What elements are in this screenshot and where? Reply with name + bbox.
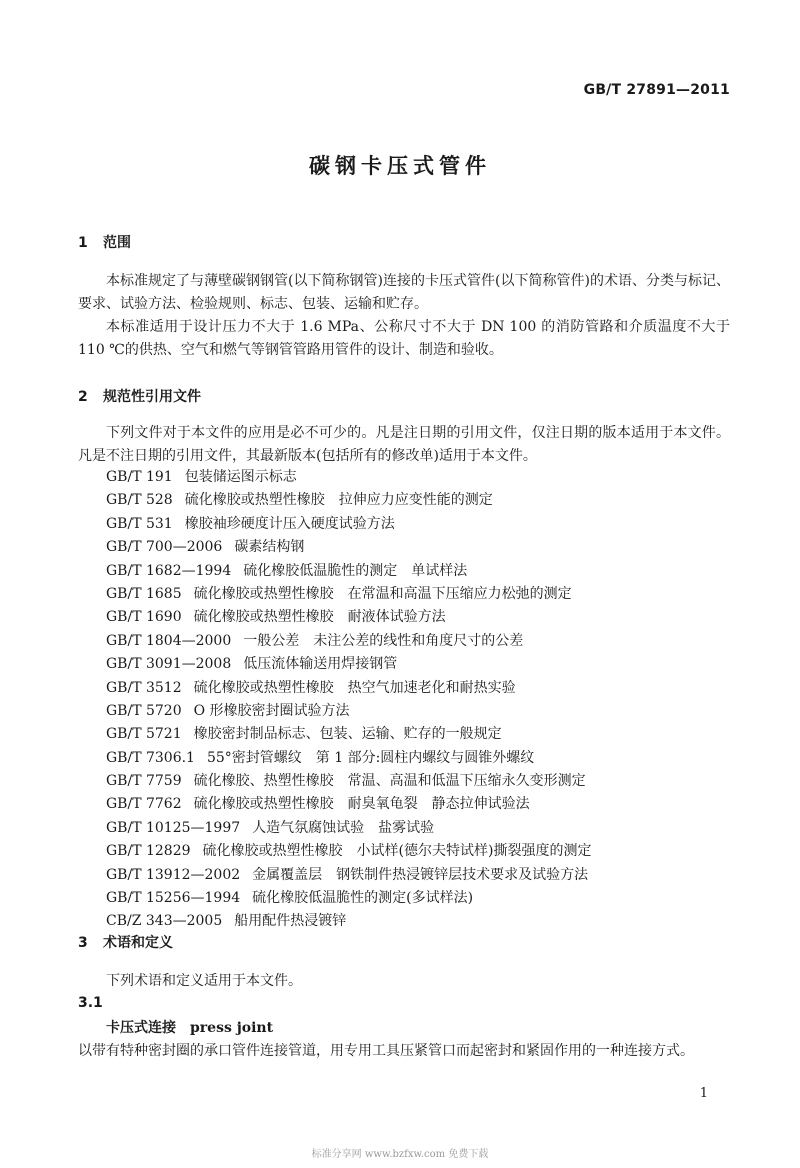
reference-code: GB/T 3512 — [106, 679, 182, 696]
reference-item — [106, 466, 591, 489]
term-number: 3.1 — [78, 995, 103, 1011]
reference-title: 硫化橡胶或热塑性橡胶 在常温和高温下压缩应力松弛的测定 — [193, 585, 572, 602]
reference-item — [106, 793, 591, 816]
reference-title: 硫化橡胶低温脆性的测定(多试样法) — [252, 890, 474, 907]
section-2-heading — [78, 386, 201, 406]
reference-item — [106, 489, 591, 512]
reference-item — [106, 630, 591, 653]
reference-code: GB/T 1804—2000 — [106, 632, 232, 649]
reference-item — [106, 723, 591, 746]
reference-item — [106, 536, 591, 559]
reference-title: O 形橡胶密封圈试验方法 — [193, 702, 350, 719]
reference-code: GB/T 700—2006 — [106, 539, 223, 556]
section-1-paragraph-2: 本标准适用于设计压力不大于 1.6 MPa、公称尺寸不大于 DN 100 的消防管路和介质温度不大于 110 ℃的供热、空气和燃气等钢管管路用管件的设计、制造和验收。 — [78, 319, 730, 358]
reference-code: GB/T 3091—2008 — [106, 656, 232, 673]
section-title: 术语和定义 — [103, 935, 173, 951]
term-definition: 以带有特种密封圈的承口管件连接管道，用专用工具压紧管口而起密封和紧固作用的一种连接方式。 — [78, 1043, 694, 1059]
reference-item — [106, 653, 591, 676]
reference-code: CB/Z 343—2005 — [106, 913, 223, 930]
section-1-heading — [78, 232, 131, 252]
reference-code: GB/T 15256—1994 — [106, 890, 241, 907]
reference-title: 船用配件热浸镀锌 — [234, 913, 347, 930]
document-title: 碳钢卡压式管件 — [309, 154, 491, 178]
reference-code: GB/T 7759 — [106, 773, 182, 790]
reference-code: GB/T 531 — [106, 515, 173, 532]
reference-item — [106, 840, 591, 863]
reference-code: GB/T 191 — [106, 469, 173, 485]
reference-item — [106, 513, 591, 536]
reference-title: 硫化橡胶或热塑性橡胶 拉伸应力应变性能的测定 — [184, 492, 493, 509]
reference-title: 碳素结构钢 — [234, 539, 305, 556]
reference-code: GB/T 12829 — [106, 843, 191, 860]
reference-title: 硫化橡胶或热塑性橡胶 耐臭氧龟裂 静态拉伸试验法 — [193, 796, 530, 813]
reference-title: 55°密封管螺纹 第 1 部分:圆柱内螺纹与圆锥外螺纹 — [206, 749, 535, 766]
reference-title: 硫化橡胶或热塑性橡胶 小试样(德尔夫特试样)撕裂强度的测定 — [202, 843, 592, 860]
reference-item — [106, 817, 591, 840]
reference-title: 硫化橡胶、热塑性橡胶 常温、高温和低温下压缩永久变形测定 — [193, 773, 586, 790]
watermark: 标准分享网 www.bzfxw.com 免费下载 — [311, 1149, 489, 1160]
reference-code: GB/T 1682—1994 — [106, 562, 232, 579]
reference-title: 金属覆盖层 钢铁制件热浸镀锌层技术要求及试验方法 — [252, 866, 589, 883]
reference-item — [106, 910, 591, 933]
reference-title: 硫化橡胶或热塑性橡胶 热空气加速老化和耐热实验 — [193, 679, 516, 696]
reference-code: GB/T 528 — [106, 492, 173, 509]
reference-code: GB/T 5721 — [106, 726, 182, 743]
reference-title: 橡胶袖珍硬度计压入硬度试验方法 — [184, 515, 395, 532]
reference-item — [106, 583, 591, 606]
reference-item — [106, 864, 591, 887]
reference-title: 低压流体输送用焊接钢管 — [243, 656, 398, 673]
reference-code: GB/T 1690 — [106, 609, 182, 626]
reference-item — [106, 770, 591, 793]
reference-item — [106, 606, 591, 629]
reference-code: GB/T 1685 — [106, 585, 182, 602]
section-title: 规范性引用文件 — [103, 389, 201, 405]
reference-code: GB/T 7762 — [106, 796, 182, 813]
reference-title: 人造气氛腐蚀试验 盐雾试验 — [252, 819, 435, 836]
section-title: 范围 — [103, 235, 131, 251]
term-chinese: 卡压式连接 — [106, 1020, 176, 1036]
standard-number: GB/T 27891—2011 — [583, 82, 730, 98]
reference-item — [106, 747, 591, 770]
reference-title: 橡胶密封制品标志、包装、运输、贮存的一般规定 — [193, 726, 502, 743]
reference-title: 一般公差 未注公差的线性和角度尺寸的公差 — [243, 632, 524, 649]
section-3-paragraph-1: 下列术语和定义适用于本文件。 — [106, 973, 302, 989]
section-number: 1 — [78, 235, 88, 251]
section-1-paragraph-1: 本标准规定了与薄壁碳钢钢管(以下简称钢管)连接的卡压式管件(以下简称管件)的术语、分类与标记、要求、试验方法、检验规则、标志、包装、运输和贮存。 — [78, 273, 730, 312]
reference-title: 包装储运图示标志 — [184, 469, 297, 485]
reference-list — [106, 466, 591, 934]
reference-title: 硫化橡胶或热塑性橡胶 耐液体试验方法 — [193, 609, 446, 626]
reference-code: GB/T 13912—2002 — [106, 866, 241, 883]
reference-code: GB/T 5720 — [106, 702, 182, 719]
section-2-paragraph-1: 下列文件对于本文件的应用是必不可少的。凡是注日期的引用文件，仅注日期的版本适用于本文件。凡是不注日期的引用文件，其最新版本(包括所有的修改单)适用于本文件。 — [78, 425, 730, 464]
reference-item — [106, 887, 591, 910]
section-number: 3 — [78, 935, 88, 951]
page-number: 1 — [699, 1086, 708, 1101]
reference-code: GB/T 10125—1997 — [106, 819, 241, 836]
reference-item — [106, 700, 591, 723]
reference-item — [106, 560, 591, 583]
section-number: 2 — [78, 389, 88, 405]
reference-item — [106, 677, 591, 700]
term-heading — [106, 1017, 273, 1037]
term-english: press joint — [190, 1020, 274, 1036]
section-3-heading — [78, 932, 173, 952]
reference-code: GB/T 7306.1 — [106, 749, 195, 766]
reference-title: 硫化橡胶低温脆性的测定 单试样法 — [243, 562, 468, 579]
